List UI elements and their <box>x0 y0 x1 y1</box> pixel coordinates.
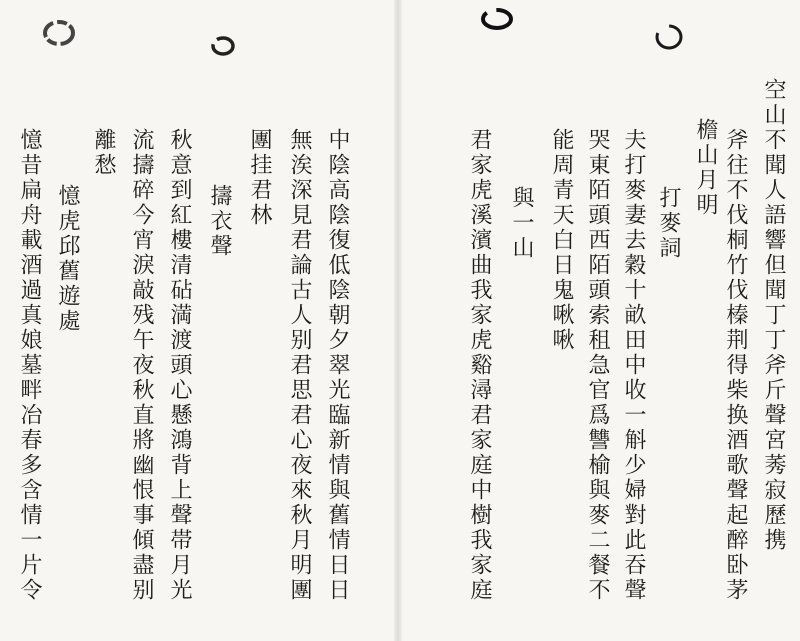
text-column-1: 空山不聞人語響但聞丁丁斧斤聲宮莠寂歷携 <box>761 78 786 553</box>
text-column-9: 無涘深見君論古人别君思君心夜來秋月明團 <box>287 128 312 603</box>
ink-circle-mark-icon <box>208 34 238 58</box>
text-column-13: 離愁 <box>91 128 116 178</box>
text-column-8: 中陰高陰復低陰朝夕翠光臨新情與舊情日日 <box>325 128 350 603</box>
ink-circle-mark-icon <box>40 18 78 48</box>
poem-title-4: 憶虎邱舊遊處 <box>55 184 80 334</box>
poem-title-3: 擣衣聲 <box>207 184 232 259</box>
text-column-11: 秋意到紅樓清砧満渡頭心懸鴻背上聲帯月光 <box>167 128 192 603</box>
text-column-5: 哭東陌頭西陌頭索租急官爲讐榆與麥二餐不 <box>585 128 610 603</box>
text-column-4: 夫打麥妻去穀十畝田中收一斛少婦對此吞聲 <box>621 128 646 603</box>
ink-circle-mark-icon <box>652 22 686 52</box>
text-column-2: 斧往不伐桐竹伐榛荆得柴换酒歌聲起醉卧茅 <box>723 128 748 603</box>
poem-title-2: 與一山 <box>509 186 534 261</box>
ink-circle-mark-icon <box>478 6 516 32</box>
text-column-7: 君家虎溪濱曲我家虎谿潯君家庭中樹我家庭 <box>467 128 492 603</box>
text-column-12: 流擣碎今宵淚敲残午夜秋直將幽恨事傾盡别 <box>129 128 154 603</box>
poem-title-1: 打麥詞 <box>656 186 681 261</box>
text-column-6: 能周青天白日鬼啾啾 <box>549 128 574 353</box>
text-column-3: 檐山月明 <box>693 118 718 218</box>
page-fold <box>394 0 402 641</box>
text-column-10: 團挂君林 <box>247 128 272 228</box>
text-column-14: 憶昔扁舟載酒過真娘墓畔冶春多含情一片令 <box>17 128 42 603</box>
